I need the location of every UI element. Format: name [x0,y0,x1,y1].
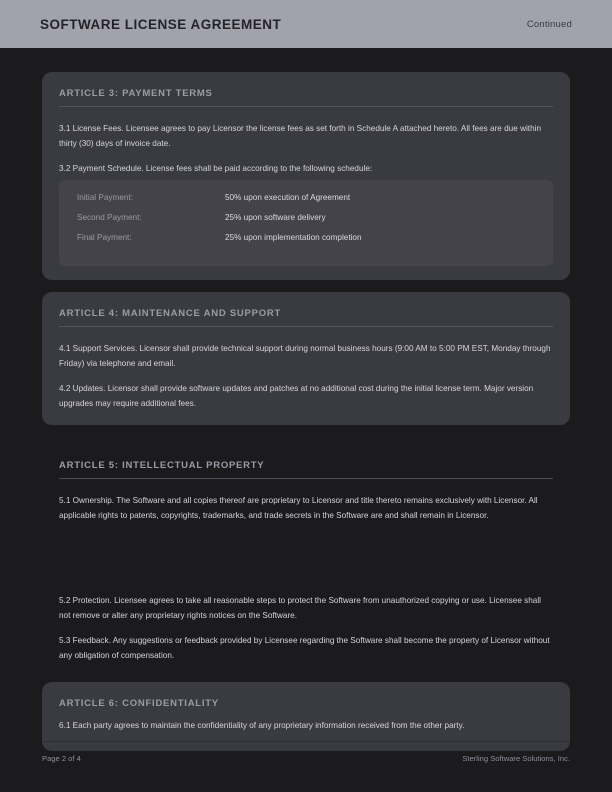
schedule-row [77,193,535,213]
article-3-divider [59,106,553,107]
clause-3-2: 3.2 Payment Schedule. License fees shall be paid according to the following schedule: [59,164,373,173]
article-5-title: ARTICLE 5: INTELLECTUAL PROPERTY [59,460,265,471]
clause-5-2: 5.2 Protection. Licensee agrees to take all reasonable steps to protect the Software from unauthorized copying or use. Licensee shall not remove or alter any proprietary rights notices on the Software. [59,596,541,620]
company-name-label: Sterling Software Solutions, Inc. [462,754,570,763]
article-section-4 [42,292,570,425]
clause-5-3: 5.3 Feedback. Any suggestions or feedback provided by Licensee regarding the Software shall become the property of Licensor without any obligation of compensation. [59,636,550,660]
clause-5-1: 5.1 Ownership. The Software and all copies thereof are proprietary to Licensor and title thereto remains exclusively with Licensor. All applicable rights to patents, copyrights, trademarks, and trade secrets in the Software are and shall remain in Licensor. [59,496,538,520]
document-body [0,48,612,792]
page-header [0,0,612,48]
payment-schedule-box [59,180,553,266]
footer-row [42,754,570,763]
schedule-label-initial: Initial Payment: [77,193,133,202]
schedule-row [77,213,535,233]
footer-divider [42,741,570,742]
clause-4-1: 4.1 Support Services. Licensor shall provide technical support during normal business hours (9:00 AM to 5:00 PM EST, Monday through Friday) via telephone and email. [59,344,551,368]
article-section-5 [42,444,570,677]
article-4-title: ARTICLE 4: MAINTENANCE AND SUPPORT [59,308,282,319]
schedule-label-final: Final Payment: [77,233,132,242]
schedule-row [77,233,535,253]
article-5-divider [59,478,553,479]
article-4-divider [59,326,553,327]
clause-6-1: 6.1 Each party agrees to maintain the confidentiality of any proprietary information received from the other party. [59,721,465,730]
clause-3-1: 3.1 License Fees. Licensee agrees to pay Licensor the license fees as set forth in Schedule A attached hereto. All fees are due within thirty (30) days of invoice date. [59,124,541,148]
schedule-value-initial: 50% upon execution of Agreement [225,193,351,202]
article-6-title: ARTICLE 6: CONFIDENTIALITY [59,698,219,709]
article-3-title: ARTICLE 3: PAYMENT TERMS [59,88,213,99]
article-section-3 [42,72,570,280]
schedule-label-second: Second Payment: [77,213,142,222]
document-title: SOFTWARE LICENSE AGREEMENT [40,16,282,32]
page-footer [0,741,612,763]
schedule-value-second: 25% upon software delivery [225,213,326,222]
schedule-value-final: 25% upon implementation completion [225,233,362,242]
document-status-label: Continued [526,18,572,30]
clause-4-2: 4.2 Updates. Licensor shall provide software updates and patches at no additional cost during the initial license term. Major version upgrades may require additional fees. [59,384,534,408]
page-number-label: Page 2 of 4 [42,754,81,763]
